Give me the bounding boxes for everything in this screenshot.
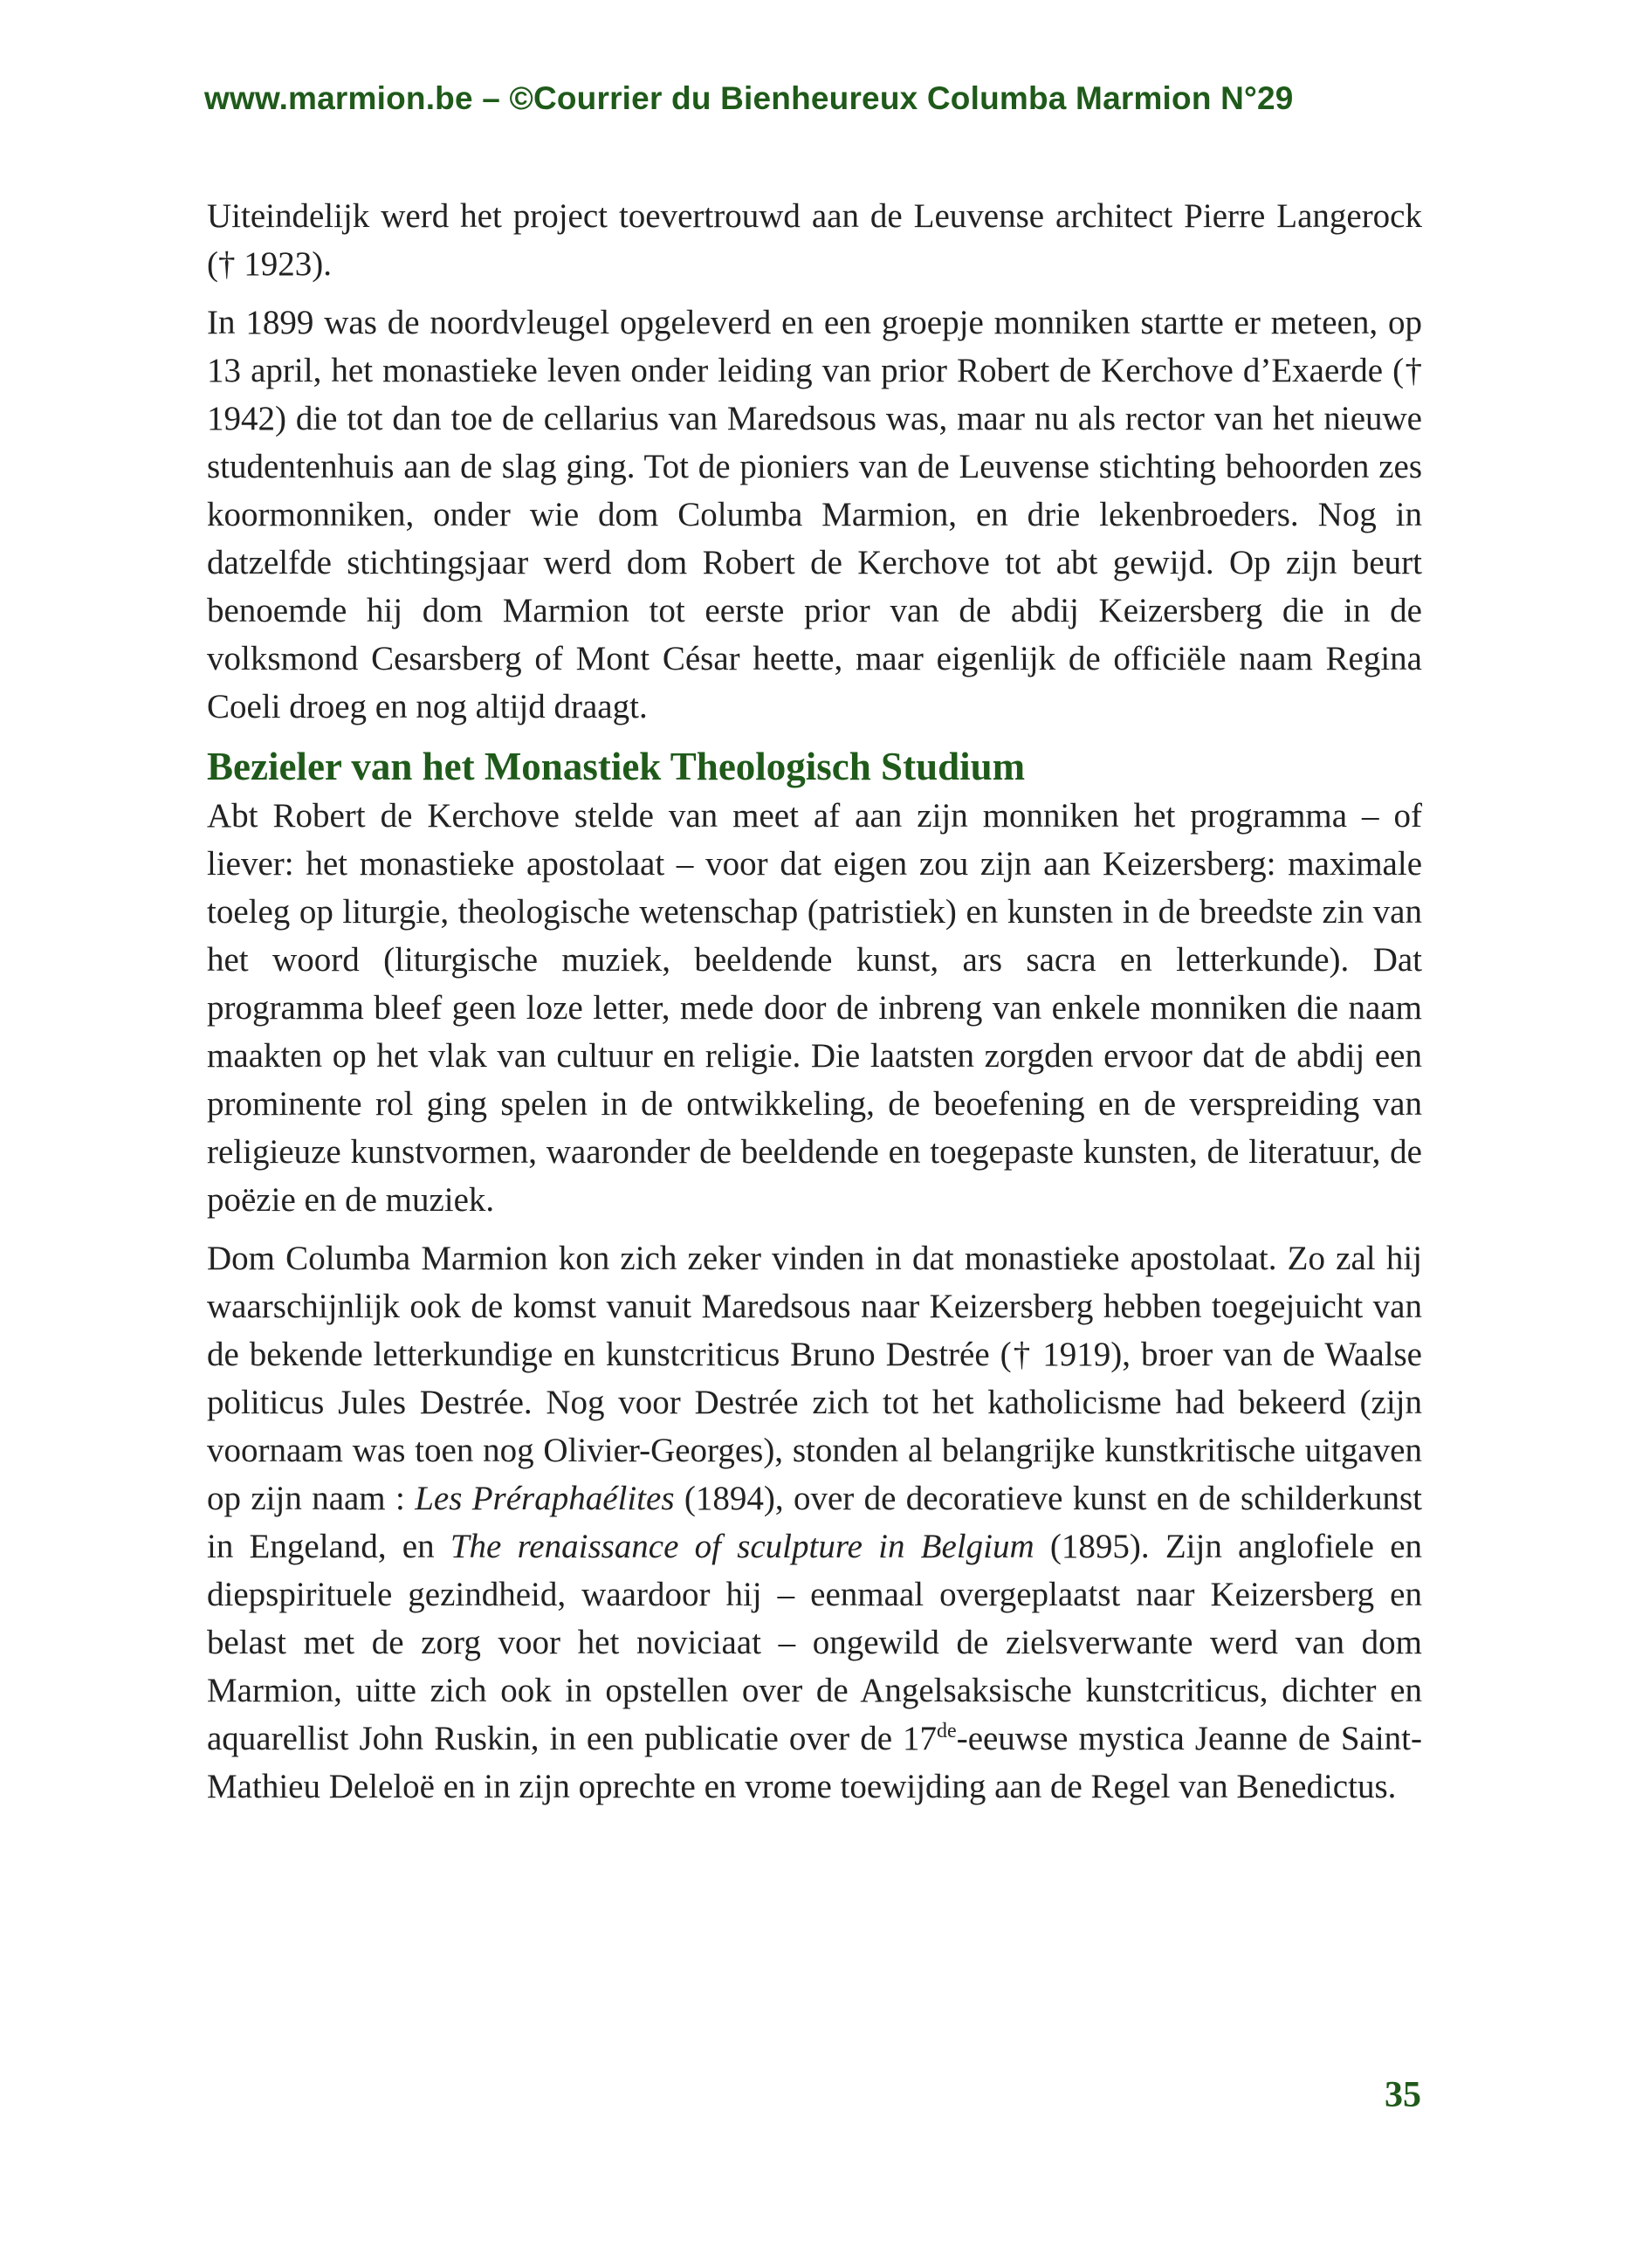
section-heading: Bezieler van het Monastiek Theologisch Studium [207,745,1026,788]
running-header: www.marmion.be – ©Courrier du Bienheureux Columba Marmion N°29 [204,80,1294,116]
paragraph-text: Dom Columba Marmion kon zich zeker vinden in dat monastieke apostolaat. Zo zal hij waarschijnlijk ook de komst vanuit Maredsous naar Keizersberg hebben toegejuicht van de bekende letterkundige en kunstcriticus Bruno Destrée († 1919), broer van de Waalse politicus Jules Destrée. Nog voor Destrée zich tot het katholicisme had bekeerd (zijn voornaam was toen nog Olivier-Georges), stonden al belangrijke kunstkritische uitgaven op zijn naam : [207,1240,1422,1517]
paragraph-text: -eeuwse mystica Jeanne de Saint-Mathieu Deleloë en in zijn oprechte en vrome toewijding aan de Regel van Benedictus. [207,1720,1422,1805]
book-title: The renaissance of sculpture in Belgium [450,1528,1034,1565]
paragraph: In 1899 was de noordvleugel opgeleverd en een groepje monniken startte er meteen, op 13 april, het monastieke leven onder leiding van prior Robert de Kerchove d’Exaerde († 1942) die tot dan toe de cellarius van Maredsous was, maar nu als rector van het nieuwe studentenhuis aan de slag ging. Tot de pioniers van de Leuvense stichting behoorden zes koormonniken, onder wie dom Columba Marmion, en drie lekenbroeders. Nog in datzelfde stichtingsjaar werd dom Robert de Kerchove tot abt gewijd. Op zijn beurt benoemde hij dom Marmion tot eerste prior van de abdij Keizersberg die in de volksmond Cesarsberg of Mont César heette, maar eigenlijk de officiële naam Regina Coeli droeg en nog altijd draagt. [207,304,1422,725]
paragraph-text: (1895). Zijn anglofiele en diepspirituele gezindheid, waardoor hij – eenmaal overgeplaatst naar Keizersberg en belast met de zorg voor het noviciaat – ongewild de zielsverwante werd van dom Marmion, uitte zich ook in opstellen over de Angelsaksische kunstcriticus, dichter en aquarellist John Ruskin, in een publicatie over de 17 [207,1528,1422,1757]
paragraph: Uiteindelijk werd het project toevertrouwd aan de Leuvense architect Pierre Langerock († 1923). [207,197,1422,283]
book-title: Les Préraphaélites [415,1480,675,1517]
page-number: 35 [1385,2075,1421,2115]
ordinal-superscript: de [937,1720,957,1742]
article-body [207,192,1422,1821]
paragraph-text: (1894), over de decoratieve kunst en de schilderkunst in Engeland, en [207,1480,1422,1565]
paragraph [207,1234,1422,1811]
paragraph: Abt Robert de Kerchove stelde van meet af aan zijn monniken het programma – of liever: het monastieke apostolaat – voor dat eigen zou zijn aan Keizersberg: maximale toeleg op liturgie, theologische wetenschap (patristiek) en kunsten in de breedste zin van het woord (liturgische muziek, beeldende kunst, ars sacra en letterkunde). Dat programma bleef geen loze letter, mede door de inbreng van enkele monniken die naam maakten op het vlak van cultuur en religie. Die laatsten zorgden ervoor dat de abdij een prominente rol ging spelen in de ontwikkeling, de beoefening en de verspreiding van religieuze kunstvormen, waaronder de beeldende en toegepaste kunsten, de literatuur, de poëzie en de muziek. [207,797,1422,1219]
